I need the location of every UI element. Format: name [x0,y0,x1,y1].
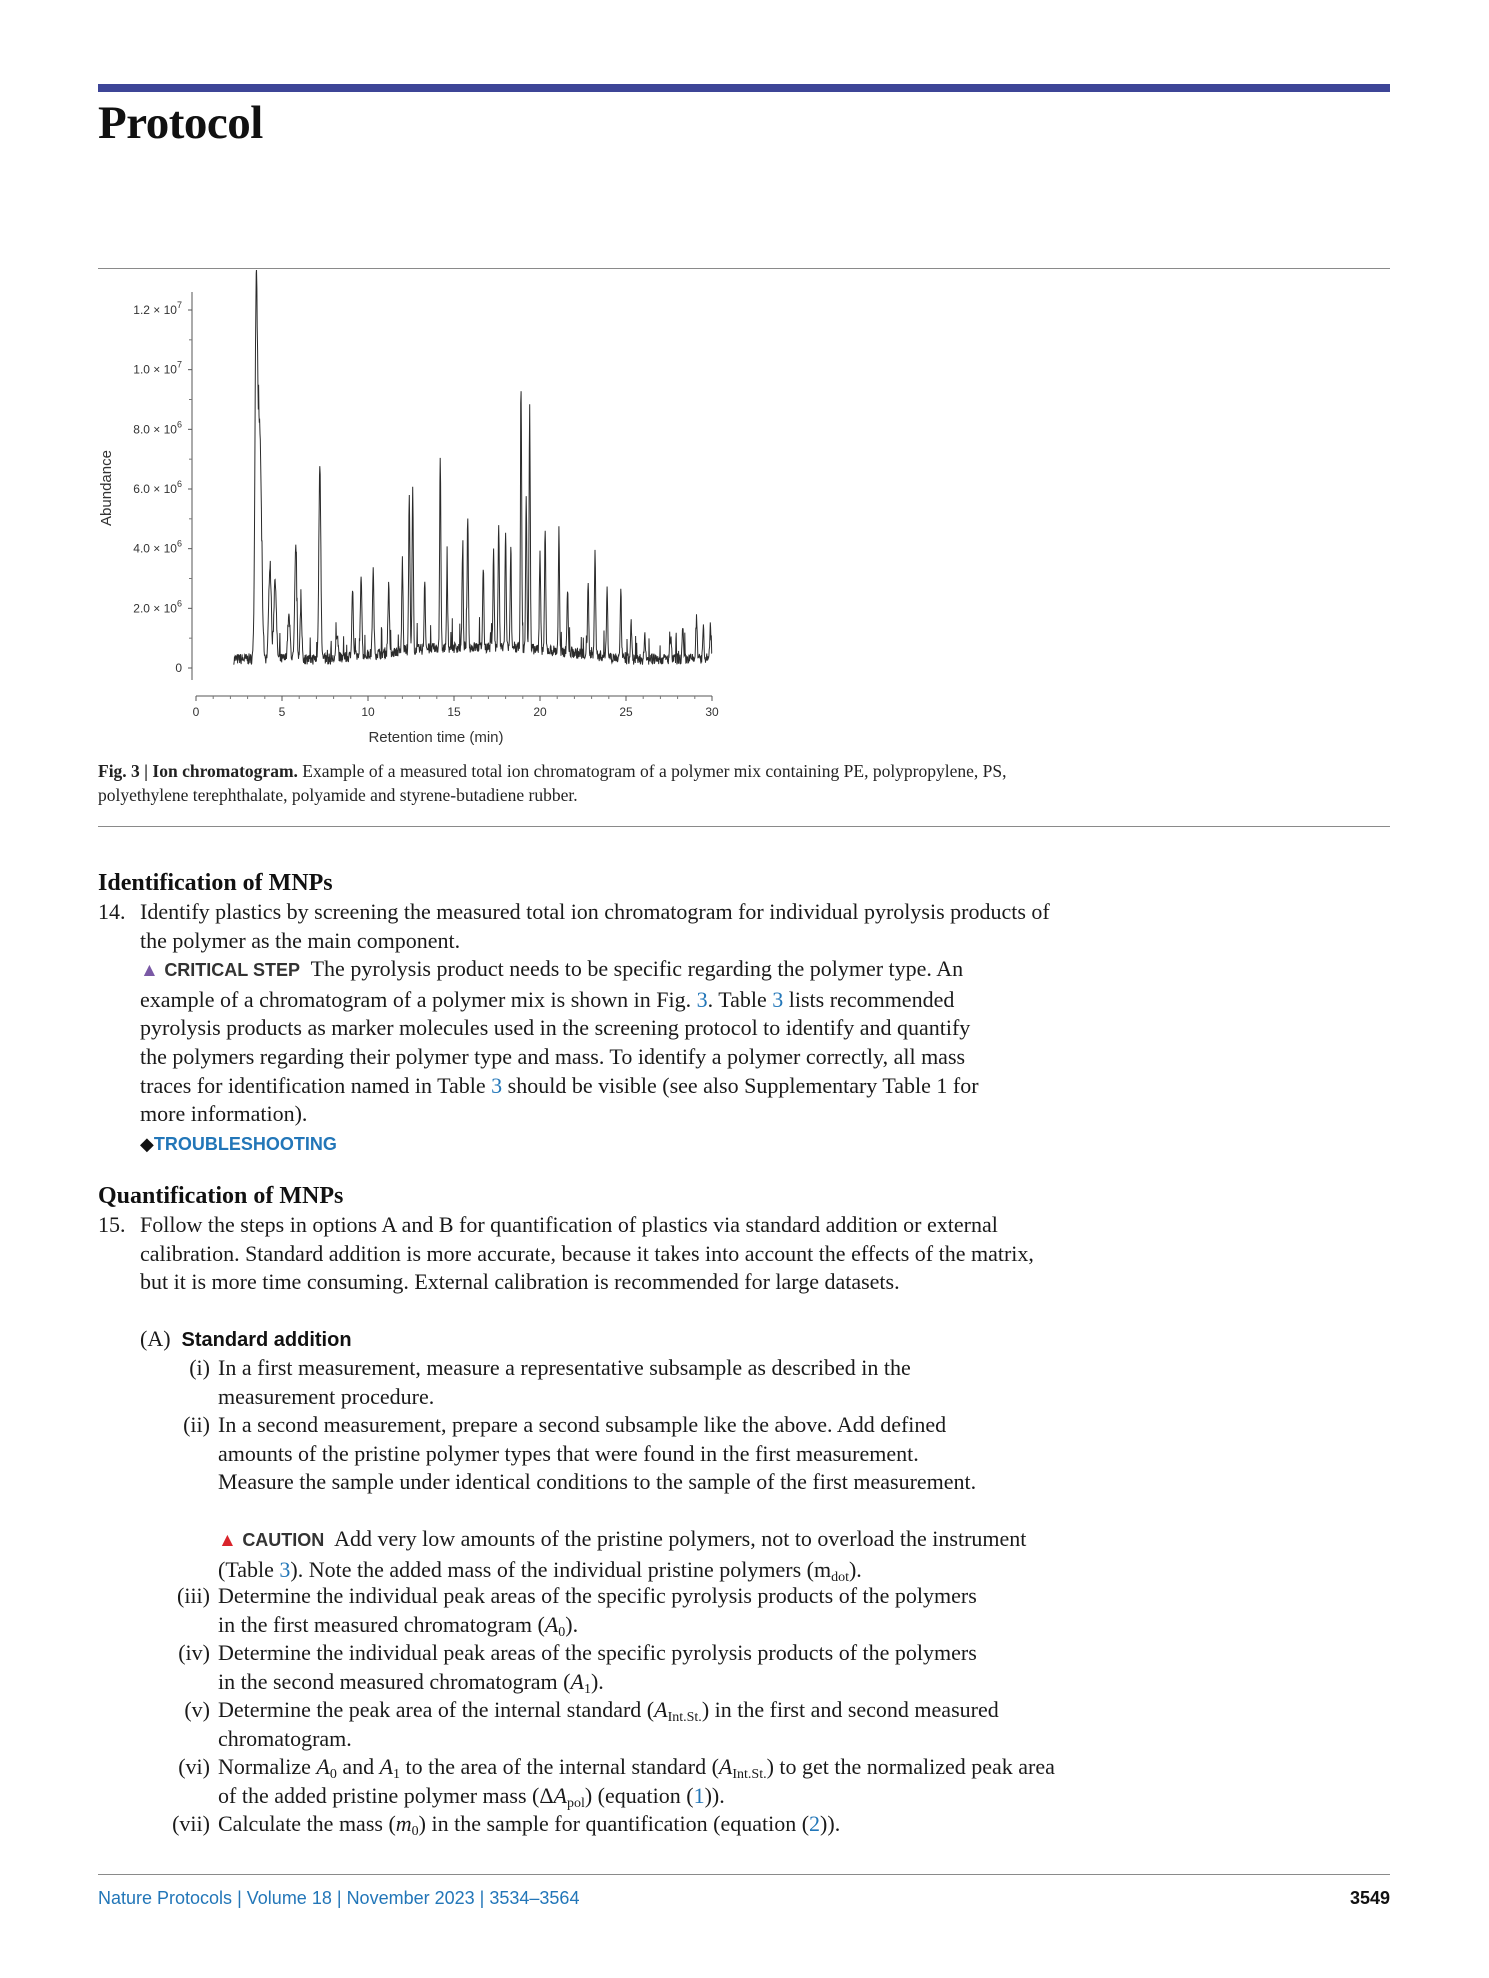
figure-bottom-rule [98,826,1390,827]
caption-label: Fig. 3 | Ion chromatogram. [98,761,298,781]
critical-text-2: . Table [707,986,767,1012]
y-tick-label: $2.0 \times 10^6$ [133,598,182,616]
figure-caption [98,759,1078,807]
equation-ref-link[interactable]: 1 [693,1782,705,1808]
critical-text-3: lists recommended pyrolysis products as marker molecules used in the screening protocol to identify and quantify the polymers regarding their polymer type and mass. To identify a polymer correctly, all mass traces for identification named in Table [140,986,971,1098]
substep-text: Normalize $A_0$ and $A_1$ to the area of the internal standard $(A_{Int.St.})$ to get the normalized peak area of the added pristine polymer mass $(\Delta A_{pol})$ (equation (1)). [218,1754,1055,1811]
substep-text: Calculate the mass $(m_0)$ in the sample for quantification (equation (2)). [218,1811,841,1839]
quantification-heading: Quantification of MNPs [98,1183,344,1209]
y-axis-label: Abundance [98,450,115,526]
substep-vii [98,1810,1098,1840]
x-tick-label: 5 [278,705,286,719]
y-tick-exponent: 6 [176,598,182,609]
substep-text: In a second measurement, prepare a second subsample like the above. Add defined amounts of the pristine polymer types that were found in the first measurement. Measure the sample under identical conditions to the sample of the first measurement. [218,1412,977,1495]
substep-number: (i) [189,1355,210,1380]
substep-number: (ii) [183,1412,210,1437]
troubleshooting-link-row [140,1129,1058,1159]
figure-top-rule [98,268,1390,269]
substeps [98,1354,1098,1840]
y-tick-label: $4.0 \times 10^6$ [133,538,182,556]
critical-step-label: CRITICAL STEP [164,960,300,981]
ion-chromatogram-figure [98,270,738,750]
header-accent-bar [98,84,1390,92]
option-marker: (A) [140,1326,171,1351]
footer-citation [98,1888,579,1909]
step-text: Follow the steps in options A and B for quantification of plastics via standard addition or external calibration. Standard addition is more accurate, because it takes into account the effects of the matrix, but it is more time consuming. External calibration is recommended for large datasets. [140,1212,1034,1295]
equation-ref-link[interactable]: 2 [809,1811,821,1836]
table-ref-link[interactable]: 3 [279,1556,291,1582]
caution-text-3: ). [848,1556,862,1582]
y-tick-label: $6.0 \times 10^6$ [133,479,182,496]
page-number: 3549 [1349,1888,1390,1908]
x-tick-label: 10 [361,705,375,719]
y-tick-exponent: 7 [176,300,182,310]
y-tick-label: $1.0 \times 10^7$ [133,359,182,377]
chromatogram-chart [98,270,738,750]
caution-text-1: Add very low amounts of the pristine polymers, not to overload the instrument (Table [218,1526,1027,1582]
substep-number: (iii) [177,1583,210,1608]
step-text: Identify plastics by screening the measured total ion chromatogram for individual pyrolysis products of the polymer as the main component. [140,899,1050,953]
substep-v [98,1696,1098,1753]
substep-vi [98,1753,1098,1810]
caution-triangle-icon: ▲ [218,1530,237,1551]
option-label: Standard addition [181,1329,352,1351]
page-header-title: Protocol [98,97,263,149]
footer-rule [98,1874,1390,1875]
caution-note [98,1525,1098,1585]
substep-number: (v) [184,1697,210,1722]
footer-date: November 2023 [346,1888,475,1908]
step-number: 14. [98,899,126,924]
substep-text: Determine the peak area of the internal standard $(A_{Int.St.})$ in the first and second measured chromatogram. [218,1697,999,1751]
caption-text: Example of a measured total ion chromatogram of a polymer mix containing PE, polypropylene, PS, polyethylene terephthalate, polyamide and styrene-butadiene rubber. [98,761,1007,805]
y-tick-exponent: 7 [176,359,182,370]
substep-text: Determine the individual peak areas of the specific pyrolysis products of the polymers in the first measured chromatogram $(A_0)$. [218,1583,977,1640]
substep-i [98,1354,1098,1411]
chromatogram-trace [234,270,712,665]
y-tick-exponent: 6 [176,419,182,430]
troubleshooting-link[interactable]: TROUBLESHOOTING [153,1133,337,1154]
x-tick-label: 0 [192,705,200,719]
caution-subscript: dot [831,1569,849,1585]
substep-number: (vii) [172,1811,210,1836]
caution-label: CAUTION [242,1530,325,1550]
footer-volume: Volume 18 [246,1888,332,1908]
footer-separator: | [237,1888,242,1908]
caution-text-2: ). Note the added mass of the individual pristine polymers (m [290,1556,832,1582]
footer-journal[interactable]: Nature Protocols [98,1888,233,1908]
option-a [140,1325,352,1355]
critical-text-4: should be visible (see also Supplementary Table 1 for more information). [140,1072,979,1127]
substep-number: (iv) [178,1640,210,1665]
footer-pages: 3534–3564 [489,1888,580,1908]
substep-text: Determine the individual peak areas of the specific pyrolysis products of the polymers in the second measured chromatogram $(A_1)$. [218,1640,977,1697]
table-ref-link[interactable]: 3 [772,986,784,1012]
substep-number: (vi) [178,1754,210,1779]
y-tick-label: $8.0 \times 10^6$ [133,419,182,437]
x-tick-label: 15 [447,705,461,719]
footer-separator: | [479,1888,485,1908]
substep-text: In a first measurement, measure a representative subsample as described in the measurement procedure. [218,1355,911,1409]
y-tick-exponent: 6 [176,479,182,489]
x-axis-label: Retention time (min) [368,729,504,746]
diamond-icon: ◆ [140,1133,154,1154]
fig-ref-link[interactable]: 3 [696,986,708,1012]
step-number: 15. [98,1212,126,1237]
table-ref-link[interactable]: 3 [491,1072,503,1098]
substep-ii [98,1411,1098,1525]
page-footer [98,1888,1390,1912]
footer-separator: | [336,1888,342,1908]
identification-heading: Identification of MNPs [98,870,333,896]
step-14 [98,898,1058,1158]
x-tick-label: 20 [533,705,547,719]
critical-triangle-icon: ▲ [140,960,159,982]
y-tick-label: $1.2 \times 10^7$ [133,300,182,317]
x-tick-label: 25 [619,705,633,719]
y-tick-label: 0 [175,661,182,675]
step-15 [98,1211,1058,1297]
critical-step-note [140,955,1000,1129]
substep-iii [98,1582,1098,1639]
substep-iv [98,1639,1098,1696]
critical-text-1: The pyrolysis product needs to be specific regarding the polymer type. An example of a chromatogram of a polymer mix is shown in Fig. [140,956,964,1012]
x-tick-label: 30 [705,705,719,719]
y-tick-exponent: 6 [176,538,182,549]
